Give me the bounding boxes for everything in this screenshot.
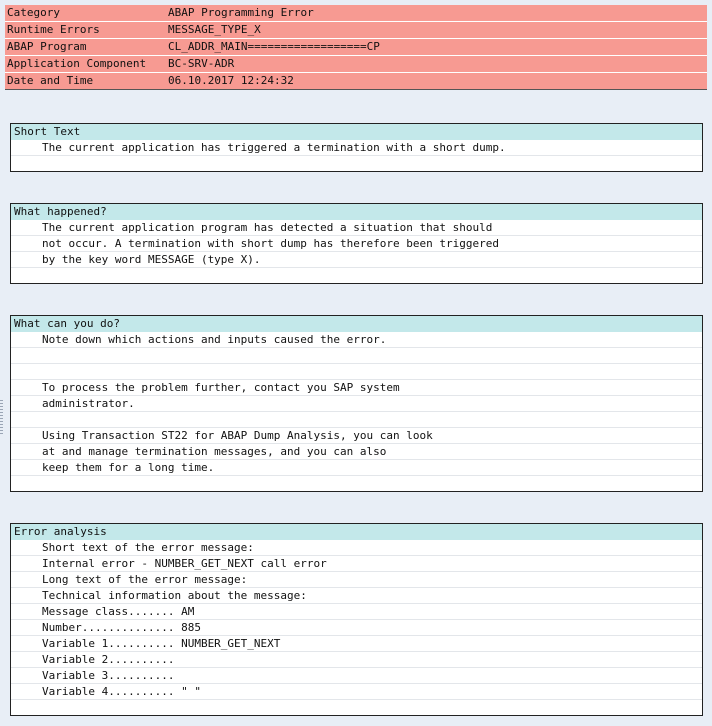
text-line: Technical information about the message: <box>11 588 702 604</box>
header-value: 06.10.2017 12:24:32 <box>168 74 294 87</box>
dump-header-table <box>5 5 707 89</box>
header-key: Application Component <box>7 57 147 70</box>
text-line: not occur. A termination with short dump has therefore been triggered <box>11 236 702 252</box>
text-line: Internal error - NUMBER_GET_NEXT call error <box>11 556 702 572</box>
header-key: Category <box>7 6 60 19</box>
text-line <box>11 412 702 428</box>
text-line: Variable 3.......... <box>11 668 702 684</box>
header-value: BC-SRV-ADR <box>168 57 235 70</box>
text-line: The current application has triggered a termination with a short dump. <box>11 140 702 156</box>
header-key: Runtime Errors <box>7 23 100 36</box>
text-line: Number.............. 885 <box>11 620 702 636</box>
header-value: MESSAGE_TYPE_X <box>168 23 261 36</box>
header-value: ABAP Programming Error <box>168 6 314 19</box>
panel-title: Short Text <box>11 124 702 140</box>
what-can-you-do-panel <box>10 315 703 492</box>
text-line: Using Transaction ST22 for ABAP Dump Analysis, you can look <box>11 428 702 444</box>
text-line: at and manage termination messages, and you can also <box>11 444 702 460</box>
text-line: Short text of the error message: <box>11 540 702 556</box>
scroll-tick-marks <box>0 400 3 436</box>
header-key: ABAP Program <box>7 40 87 53</box>
text-line: Variable 1.......... NUMBER_GET_NEXT <box>11 636 702 652</box>
panel-title: What can you do? <box>11 316 702 332</box>
header-row-category <box>5 5 707 22</box>
text-line: administrator. <box>11 396 702 412</box>
header-key: Date and Time <box>7 74 94 87</box>
text-line <box>11 348 702 364</box>
header-row-application-component <box>5 56 707 73</box>
text-line: Variable 4.......... " " <box>11 684 702 700</box>
text-line <box>11 364 702 380</box>
text-line: by the key word MESSAGE (type X). <box>11 252 702 268</box>
text-line: The current application program has detected a situation that should <box>11 220 702 236</box>
text-line: Message class....... AM <box>11 604 702 620</box>
header-row-date-time <box>5 73 707 89</box>
panel-title: What happened? <box>11 204 702 220</box>
text-line: Variable 2.......... <box>11 652 702 668</box>
header-row-abap-program <box>5 39 707 56</box>
header-divider <box>5 89 707 90</box>
panel-title: Error analysis <box>11 524 702 540</box>
header-value: CL_ADDR_MAIN==================CP <box>168 40 380 53</box>
header-row-runtime-errors <box>5 22 707 39</box>
text-line: keep them for a long time. <box>11 460 702 476</box>
text-line: Note down which actions and inputs caused the error. <box>11 332 702 348</box>
what-happened-panel <box>10 203 703 284</box>
error-analysis-panel <box>10 523 703 716</box>
text-line: To process the problem further, contact you SAP system <box>11 380 702 396</box>
text-line: Long text of the error message: <box>11 572 702 588</box>
short-text-panel <box>10 123 703 172</box>
